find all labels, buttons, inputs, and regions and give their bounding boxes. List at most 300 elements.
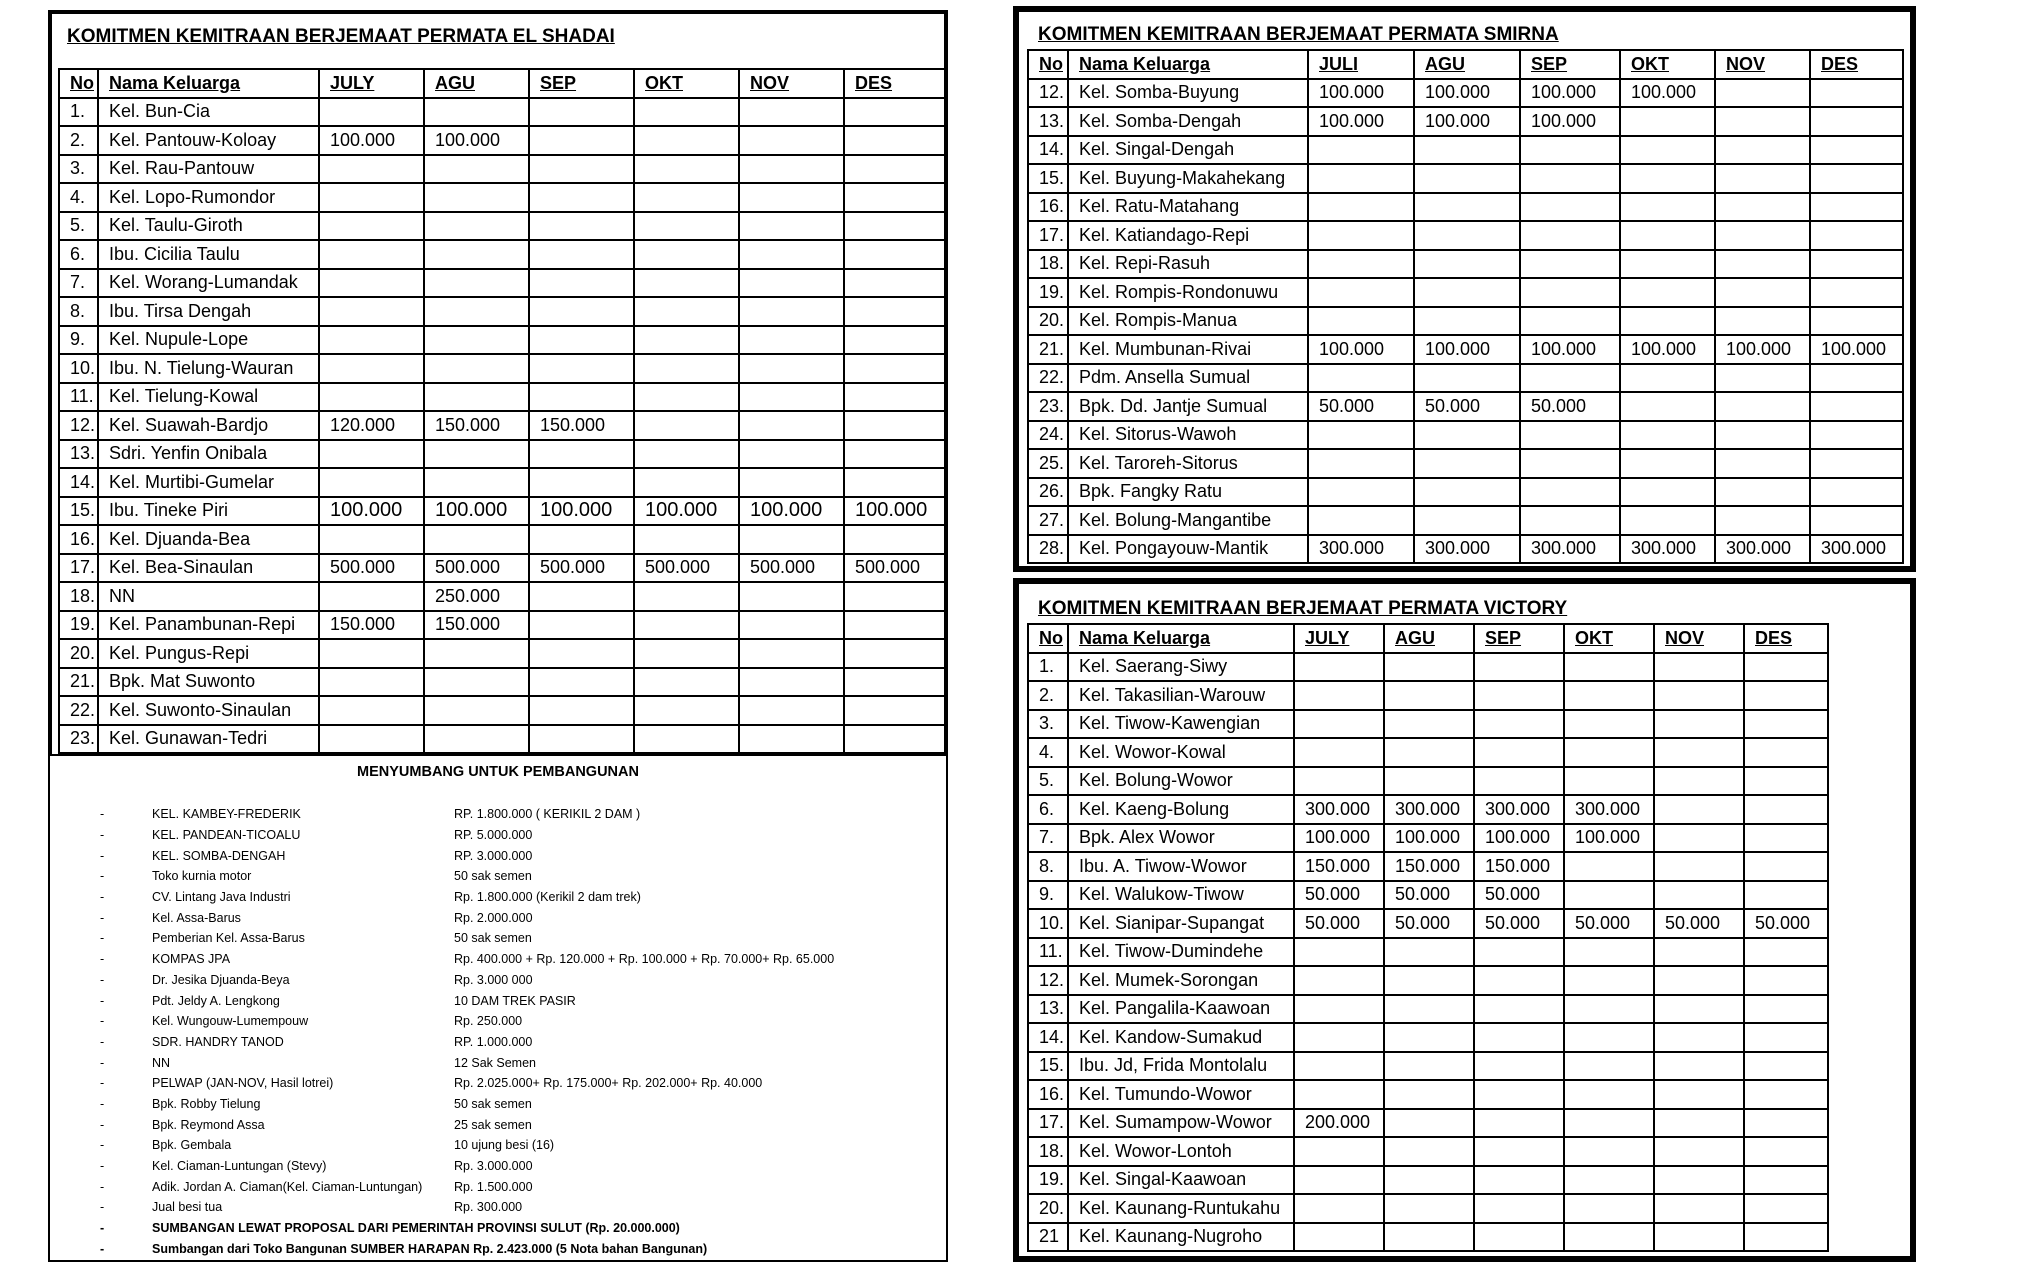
amount-cell: 50.000 [1520, 392, 1620, 421]
amount-cell [319, 98, 424, 127]
amount-cell [424, 725, 529, 754]
row-number: 20. [1028, 1194, 1068, 1223]
row-number: 15. [1028, 1052, 1068, 1081]
amount-cell [1474, 966, 1564, 995]
amount-cell: 150.000 [1474, 852, 1564, 881]
family-name: Kel. Ratu-Matahang [1068, 193, 1308, 222]
amount-cell [1294, 1052, 1384, 1081]
row-number: 11. [59, 383, 98, 412]
donation-item [100, 1011, 930, 1032]
amount-cell [1520, 164, 1620, 193]
smirna-panel [1013, 6, 1916, 572]
amount-cell [1384, 1023, 1474, 1052]
row-number: 14. [59, 468, 98, 497]
donor-name: Pdt. Jeldy A. Lengkong [152, 993, 280, 1008]
amount-cell [1520, 421, 1620, 450]
amount-cell [1620, 307, 1715, 336]
amount-cell [1564, 995, 1654, 1024]
amount-cell [1810, 506, 1903, 535]
amount-cell [1620, 278, 1715, 307]
table-row [59, 212, 947, 241]
amount-cell [1715, 278, 1810, 307]
family-name: Ibu. Tirsa Dengah [98, 297, 319, 326]
row-number: 2. [59, 126, 98, 155]
amount-cell [529, 212, 634, 241]
row-number: 18. [1028, 250, 1068, 279]
amount-cell: 100.000 [1810, 335, 1903, 364]
amount-cell: 50.000 [1474, 909, 1564, 938]
bullet-dash: - [100, 1034, 105, 1049]
amount-cell [1520, 478, 1620, 507]
row-number: 9. [59, 326, 98, 355]
amount-cell [844, 668, 947, 697]
row-number: 15. [1028, 164, 1068, 193]
amount-cell [424, 297, 529, 326]
row-number: 22. [1028, 364, 1068, 393]
bullet-dash: - [100, 952, 105, 967]
amount-cell [1294, 710, 1384, 739]
row-number: 4. [1028, 738, 1068, 767]
amount-cell [1810, 392, 1903, 421]
donation-amount: RP. 1.000.000 [454, 1034, 533, 1049]
row-number: 19. [1028, 278, 1068, 307]
row-number: 16. [59, 525, 98, 554]
row-number: 22. [59, 696, 98, 725]
amount-cell [1654, 1194, 1744, 1223]
donation-item [100, 949, 930, 970]
amount-cell: 100.000 [424, 126, 529, 155]
amount-cell [1520, 364, 1620, 393]
amount-cell [1414, 278, 1520, 307]
amount-cell [844, 525, 947, 554]
amount-cell: 100.000 [1474, 824, 1564, 853]
bullet-dash: - [100, 931, 105, 946]
donation-item [100, 1032, 930, 1053]
amount-cell: 100.000 [1715, 335, 1810, 364]
amount-cell [1620, 392, 1715, 421]
amount-cell [634, 212, 739, 241]
row-number: 20. [59, 639, 98, 668]
donation-highlight-text: Sumbangan dari Toko Bangunan SUMBER HARAPAN Rp. 2.423.000 (5 Nota bahan Bangunan) [152, 1241, 708, 1256]
amount-cell: 300.000 [1564, 795, 1654, 824]
table-header-row [1028, 50, 1903, 79]
amount-cell [1384, 653, 1474, 682]
amount-cell [1294, 1137, 1384, 1166]
amount-cell [1810, 307, 1903, 336]
victory-title: KOMITMEN KEMITRAAN BERJEMAAT PERMATA VICTORY [1038, 598, 1568, 619]
amount-cell: 50.000 [1414, 392, 1520, 421]
amount-cell [844, 183, 947, 212]
amount-cell: 50.000 [1474, 881, 1564, 910]
amount-cell [1654, 1023, 1744, 1052]
table-row [1028, 1080, 1828, 1109]
table-row [1028, 1023, 1828, 1052]
amount-cell [1810, 136, 1903, 165]
amount-cell [634, 582, 739, 611]
amount-cell: 100.000 [319, 497, 424, 526]
amount-cell [739, 354, 844, 383]
amount-cell [1384, 1109, 1474, 1138]
donor-name: PELWAP (JAN-NOV, Hasil lotrei) [152, 1076, 334, 1091]
table-row [1028, 193, 1903, 222]
family-name: Kel. Repi-Rasuh [1068, 250, 1308, 279]
amount-cell [1564, 653, 1654, 682]
amount-cell [1564, 738, 1654, 767]
donation-amount: 10 ujung besi (16) [454, 1138, 555, 1153]
amount-cell [1474, 995, 1564, 1024]
amount-cell [1620, 107, 1715, 136]
table-row [59, 269, 947, 298]
amount-cell [424, 668, 529, 697]
bullet-dash: - [100, 869, 105, 884]
amount-cell [1810, 79, 1903, 108]
amount-cell: 50.000 [1744, 909, 1828, 938]
row-number: 16. [1028, 193, 1068, 222]
donation-item [100, 970, 930, 991]
family-name: Kel. Singal-Kaawoan [1068, 1166, 1294, 1195]
amount-cell [844, 611, 947, 640]
amount-cell [634, 725, 739, 754]
bullet-dash: - [100, 1138, 105, 1153]
table-row [1028, 909, 1828, 938]
amount-cell: 300.000 [1414, 535, 1520, 564]
amount-cell [529, 582, 634, 611]
amount-cell: 100.000 [1384, 824, 1474, 853]
column-header: No [59, 69, 98, 98]
amount-cell [1474, 1223, 1564, 1252]
donation-item [100, 1197, 930, 1218]
donor-name: Adik. Jordan A. Ciaman(Kel. Ciaman-Luntungan) [152, 1179, 423, 1194]
family-name: Kel. Bun-Cia [98, 98, 319, 127]
donor-name: Kel. Ciaman-Luntungan (Stevy) [152, 1159, 327, 1174]
row-number: 26. [1028, 478, 1068, 507]
amount-cell: 100.000 [424, 497, 529, 526]
table-row [1028, 1109, 1828, 1138]
amount-cell [1620, 193, 1715, 222]
family-name: Kel. Kaunang-Runtukahu [1068, 1194, 1294, 1223]
amount-cell: 50.000 [1294, 881, 1384, 910]
amount-cell [844, 155, 947, 184]
donation-item [100, 1135, 930, 1156]
amount-cell [1744, 966, 1828, 995]
amount-cell [844, 98, 947, 127]
amount-cell [1384, 1166, 1474, 1195]
amount-cell [1384, 1080, 1474, 1109]
row-number: 5. [59, 212, 98, 241]
amount-cell [424, 696, 529, 725]
victory-panel [1013, 578, 1916, 1262]
amount-cell [424, 269, 529, 298]
amount-cell [1810, 478, 1903, 507]
table-row [1028, 1052, 1828, 1081]
amount-cell [1294, 995, 1384, 1024]
amount-cell: 50.000 [1384, 881, 1474, 910]
family-name: Kel. Gunawan-Tedri [98, 725, 319, 754]
amount-cell [1744, 767, 1828, 796]
family-name: Kel. Pangalila-Kaawoan [1068, 995, 1294, 1024]
family-name: Kel. Sianipar-Supangat [1068, 909, 1294, 938]
table-row [1028, 421, 1903, 450]
row-number: 12. [59, 411, 98, 440]
row-number: 14. [1028, 1023, 1068, 1052]
amount-cell [1810, 421, 1903, 450]
family-name: Ibu. Cicilia Taulu [98, 240, 319, 269]
amount-cell [1654, 852, 1744, 881]
amount-cell: 100.000 [1520, 79, 1620, 108]
amount-cell [634, 639, 739, 668]
amount-cell [1744, 1137, 1828, 1166]
amount-cell [739, 383, 844, 412]
bullet-dash: - [100, 1179, 105, 1194]
donation-amount: 50 sak semen [454, 869, 532, 884]
column-header: JULI [1308, 50, 1414, 79]
row-number: 13. [59, 440, 98, 469]
amount-cell [1414, 136, 1520, 165]
amount-cell [529, 126, 634, 155]
amount-cell [1294, 1166, 1384, 1195]
table-row [1028, 164, 1903, 193]
amount-cell [739, 611, 844, 640]
donations-panel [48, 754, 948, 1262]
amount-cell [1474, 1166, 1564, 1195]
column-header: NOV [1715, 50, 1810, 79]
column-header: No [1028, 50, 1068, 79]
amount-cell [424, 440, 529, 469]
amount-cell [319, 440, 424, 469]
family-name: Kel. Panambunan-Repi [98, 611, 319, 640]
amount-cell [844, 383, 947, 412]
amount-cell [634, 354, 739, 383]
amount-cell [1715, 79, 1810, 108]
amount-cell: 100.000 [319, 126, 424, 155]
family-name: Kel. Rau-Pantouw [98, 155, 319, 184]
amount-cell [1308, 478, 1414, 507]
donor-name: Jual besi tua [152, 1200, 223, 1215]
amount-cell [1308, 449, 1414, 478]
amount-cell [1715, 307, 1810, 336]
amount-cell: 150.000 [529, 411, 634, 440]
family-name: Kel. Singal-Dengah [1068, 136, 1308, 165]
amount-cell [1715, 478, 1810, 507]
table-row [1028, 535, 1903, 564]
amount-cell [739, 411, 844, 440]
amount-cell [424, 354, 529, 383]
donation-amount: 50 sak semen [454, 1096, 532, 1111]
column-header: NOV [739, 69, 844, 98]
donation-item [100, 990, 930, 1011]
table-row [1028, 1223, 1828, 1252]
amount-cell [1474, 1080, 1564, 1109]
table-row [1028, 710, 1828, 739]
bullet-dash: - [100, 848, 105, 863]
donor-name: CV. Lintang Java Industri [152, 890, 291, 905]
row-number: 7. [1028, 824, 1068, 853]
amount-cell [1384, 767, 1474, 796]
table-row [1028, 79, 1903, 108]
amount-cell [1414, 449, 1520, 478]
amount-cell [739, 639, 844, 668]
amount-cell [1654, 1223, 1744, 1252]
column-header: AGU [424, 69, 529, 98]
amount-cell [1308, 421, 1414, 450]
family-name: Ibu. Jd, Frida Montolalu [1068, 1052, 1294, 1081]
table-row [59, 468, 947, 497]
amount-cell [844, 269, 947, 298]
amount-cell [634, 240, 739, 269]
amount-cell [1744, 1109, 1828, 1138]
amount-cell [1654, 995, 1744, 1024]
amount-cell: 150.000 [1384, 852, 1474, 881]
bullet-dash: - [100, 1241, 105, 1256]
bullet-dash: - [100, 1159, 105, 1174]
table-row [59, 383, 947, 412]
amount-cell [1744, 938, 1828, 967]
amount-cell [1414, 164, 1520, 193]
amount-cell: 100.000 [1564, 824, 1654, 853]
row-number: 11. [1028, 938, 1068, 967]
table-row [59, 582, 947, 611]
donor-name: Kel. Assa-Barus [152, 910, 241, 925]
column-header: Nama Keluarga [1068, 624, 1294, 653]
amount-cell [844, 212, 947, 241]
amount-cell [1564, 681, 1654, 710]
row-number: 28. [1028, 535, 1068, 564]
family-name: Kel. Sitorus-Wawoh [1068, 421, 1308, 450]
amount-cell [424, 326, 529, 355]
amount-cell [1520, 250, 1620, 279]
donation-amount: Rp. 3.000.000 [454, 1159, 533, 1174]
family-name: Sdri. Yenfin Onibala [98, 440, 319, 469]
amount-cell [319, 354, 424, 383]
amount-cell [1744, 1194, 1828, 1223]
amount-cell [1564, 852, 1654, 881]
amount-cell [634, 183, 739, 212]
amount-cell [844, 639, 947, 668]
victory-table [1027, 623, 1829, 1252]
amount-cell [1414, 364, 1520, 393]
amount-cell [1520, 193, 1620, 222]
table-row [1028, 966, 1828, 995]
amount-cell [1294, 938, 1384, 967]
row-number: 7. [59, 269, 98, 298]
amount-cell [1308, 136, 1414, 165]
amount-cell [634, 440, 739, 469]
table-row [59, 554, 947, 583]
amount-cell [424, 639, 529, 668]
family-name: Kel. Sumampow-Wowor [1068, 1109, 1294, 1138]
amount-cell [634, 696, 739, 725]
table-row [1028, 449, 1903, 478]
row-number: 24. [1028, 421, 1068, 450]
amount-cell [844, 440, 947, 469]
column-header: OKT [1564, 624, 1654, 653]
donation-amount: Rp. 2.000.000 [454, 910, 533, 925]
amount-cell [529, 240, 634, 269]
amount-cell [1564, 767, 1654, 796]
bullet-dash: - [100, 1096, 105, 1111]
family-name: Kel. Wowor-Kowal [1068, 738, 1294, 767]
table-row [1028, 221, 1903, 250]
donation-item [100, 845, 930, 866]
amount-cell [634, 297, 739, 326]
donation-item [100, 887, 930, 908]
amount-cell [1810, 193, 1903, 222]
amount-cell: 300.000 [1294, 795, 1384, 824]
amount-cell: 500.000 [424, 554, 529, 583]
amount-cell [1384, 738, 1474, 767]
amount-cell [1384, 938, 1474, 967]
table-header-row [1028, 624, 1828, 653]
amount-cell [1474, 1052, 1564, 1081]
family-name: Kel. Walukow-Tiwow [1068, 881, 1294, 910]
amount-cell [1564, 1137, 1654, 1166]
amount-cell [319, 582, 424, 611]
amount-cell [529, 98, 634, 127]
amount-cell: 100.000 [844, 497, 947, 526]
amount-cell: 50.000 [1564, 909, 1654, 938]
amount-cell [1308, 278, 1414, 307]
family-name: Kel. Mumbunan-Rivai [1068, 335, 1308, 364]
amount-cell [1715, 506, 1810, 535]
amount-cell [1620, 364, 1715, 393]
bullet-dash: - [100, 1200, 105, 1215]
row-number: 19. [1028, 1166, 1068, 1195]
donation-amount: Rp. 1.800.000 (Kerikil 2 dam trek) [454, 890, 641, 905]
amount-cell [1384, 1137, 1474, 1166]
donation-highlight-text: SUMBANGAN LEWAT PROPOSAL DARI PEMERINTAH PROVINSI SULUT (Rp. 20.000.000) [152, 1221, 680, 1236]
donations-list [100, 804, 930, 1259]
amount-cell [739, 240, 844, 269]
amount-cell [1414, 478, 1520, 507]
amount-cell [1294, 767, 1384, 796]
amount-cell [1520, 221, 1620, 250]
row-number: 13. [1028, 107, 1068, 136]
amount-cell [1414, 193, 1520, 222]
amount-cell [1294, 653, 1384, 682]
donor-name: Dr. Jesika Djuanda-Beya [152, 972, 290, 987]
amount-cell [844, 468, 947, 497]
table-row [1028, 881, 1828, 910]
amount-cell: 100.000 [1308, 107, 1414, 136]
amount-cell [529, 297, 634, 326]
amount-cell [1654, 1080, 1744, 1109]
amount-cell [634, 383, 739, 412]
amount-cell [1654, 681, 1744, 710]
column-header: JULY [319, 69, 424, 98]
donation-highlight [100, 1238, 930, 1259]
table-row [1028, 478, 1903, 507]
amount-cell [1715, 221, 1810, 250]
amount-cell [319, 668, 424, 697]
row-number: 9. [1028, 881, 1068, 910]
amount-cell [529, 155, 634, 184]
column-header: No [1028, 624, 1068, 653]
donation-amount: Rp. 250.000 [454, 1014, 523, 1029]
family-name: Kel. Pungus-Repi [98, 639, 319, 668]
amount-cell [529, 725, 634, 754]
amount-cell: 200.000 [1294, 1109, 1384, 1138]
column-header: DES [1810, 50, 1903, 79]
amount-cell [424, 240, 529, 269]
amount-cell [739, 183, 844, 212]
table-row [1028, 824, 1828, 853]
amount-cell: 500.000 [529, 554, 634, 583]
amount-cell [1564, 710, 1654, 739]
amount-cell [739, 297, 844, 326]
donation-item [100, 1094, 930, 1115]
amount-cell [844, 354, 947, 383]
amount-cell: 120.000 [319, 411, 424, 440]
